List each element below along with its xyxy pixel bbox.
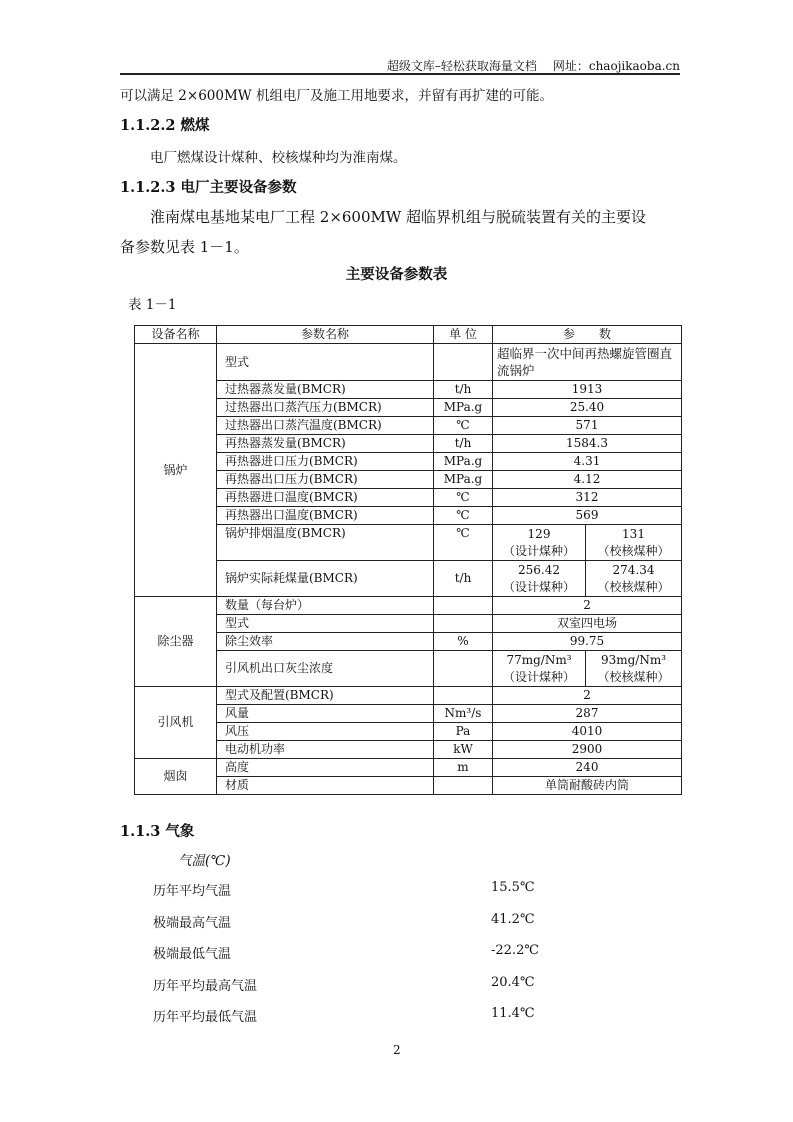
param-name: 电动机功率 xyxy=(217,741,434,759)
section-heading: 1.1.2.3 电厂主要设备参数 xyxy=(120,179,297,196)
weather-item-value: 20.4℃ xyxy=(491,974,535,990)
param-value: 单筒耐酸砖内筒 xyxy=(493,777,682,795)
table-row xyxy=(135,633,682,651)
table-row xyxy=(135,777,682,795)
table-title: 主要设备参数表 xyxy=(345,266,448,283)
param-value: 569 xyxy=(493,507,682,525)
check-coal-value xyxy=(586,561,682,597)
param-name: 再热器出口温度(BMCR) xyxy=(217,507,434,525)
param-unit: ℃ xyxy=(434,489,493,507)
paragraph: 备参数见表 1－1。 xyxy=(120,238,249,256)
param-name: 再热器进口压力(BMCR) xyxy=(217,453,434,471)
page-header xyxy=(371,57,680,74)
weather-item-label: 极端最高气温 xyxy=(153,915,232,931)
table-row xyxy=(135,651,682,687)
equipment-name: 烟囱 xyxy=(135,759,217,795)
check-coal-value xyxy=(586,651,682,687)
param-unit: m xyxy=(434,759,493,777)
equipment-name: 除尘器 xyxy=(135,597,217,687)
equipment-name: 锅炉 xyxy=(135,344,217,597)
param-value: 双室四电场 xyxy=(493,615,682,633)
weather-item-value: 41.2℃ xyxy=(491,911,535,927)
param-unit: MPa.g xyxy=(434,453,493,471)
table-row xyxy=(135,597,682,615)
param-value: 1913 xyxy=(493,381,682,399)
param-unit: t/h xyxy=(434,381,493,399)
design-label: （设计煤种） xyxy=(502,543,575,558)
weather-item-label: 极端最低气温 xyxy=(153,947,232,962)
table-row xyxy=(135,525,682,561)
param-unit: t/h xyxy=(434,561,493,597)
column-header: 参数名称 xyxy=(217,326,434,344)
param-value: 2900 xyxy=(493,741,682,759)
param-unit: ℃ xyxy=(434,417,493,435)
check-value: 93mg/Nm³ xyxy=(600,652,667,667)
param-unit: MPa.g xyxy=(434,399,493,417)
param-name: 锅炉实际耗煤量(BMCR) xyxy=(217,561,434,597)
param-name: 引风机出口灰尘浓度 xyxy=(217,651,434,687)
param-name: 材质 xyxy=(217,777,434,795)
column-header: 单 位 xyxy=(434,326,493,344)
param-name: 再热器进口温度(BMCR) xyxy=(217,489,434,507)
table-row xyxy=(135,381,682,399)
table-row xyxy=(135,615,682,633)
table-row xyxy=(135,471,682,489)
param-value: 312 xyxy=(493,489,682,507)
param-value: 240 xyxy=(493,759,682,777)
table-row xyxy=(135,399,682,417)
weather-item-value: -22.2℃ xyxy=(491,943,539,958)
param-unit xyxy=(434,687,493,705)
design-coal-value xyxy=(493,651,586,687)
param-unit: ℃ xyxy=(434,507,493,525)
param-value: 4.31 xyxy=(493,453,682,471)
param-value: 287 xyxy=(493,705,682,723)
table-header-row xyxy=(135,326,682,344)
param-name: 数量（每台炉） xyxy=(217,597,434,615)
design-label: （设计煤种） xyxy=(502,579,575,594)
table-label: 表 1－1 xyxy=(128,297,177,313)
weather-item-label: 历年平均最低气温 xyxy=(153,1010,258,1025)
table-row xyxy=(135,759,682,777)
check-label: （校核煤种） xyxy=(597,579,670,594)
design-label: （设计煤种） xyxy=(502,669,575,684)
param-name: 风量 xyxy=(217,705,434,723)
param-value: 2 xyxy=(493,687,682,705)
weather-subtitle: 气温(℃) xyxy=(178,853,231,869)
weather-item-label: 历年平均气温 xyxy=(153,884,232,899)
table-row xyxy=(135,453,682,471)
design-coal-value xyxy=(493,561,586,597)
param-unit xyxy=(434,651,493,687)
design-value: 256.42 xyxy=(518,562,560,577)
design-coal-value xyxy=(493,525,586,561)
param-value: 99.75 xyxy=(493,633,682,651)
param-unit: MPa.g xyxy=(434,471,493,489)
design-value: 77mg/Nm³ xyxy=(506,652,572,667)
param-unit: kW xyxy=(434,741,493,759)
table-row xyxy=(135,741,682,759)
check-value: 131 xyxy=(622,526,645,541)
weather-item-value: 11.4℃ xyxy=(491,1006,535,1021)
param-name: 型式 xyxy=(217,344,434,381)
param-value: 4.12 xyxy=(493,471,682,489)
param-name: 除尘效率 xyxy=(217,633,434,651)
param-name: 型式 xyxy=(217,615,434,633)
param-value: 571 xyxy=(493,417,682,435)
param-value: 25.40 xyxy=(493,399,682,417)
table-row xyxy=(135,435,682,453)
weather-item-value: 15.5℃ xyxy=(491,880,535,895)
param-unit xyxy=(434,597,493,615)
equipment-name: 引风机 xyxy=(135,687,217,759)
param-value: 1584.3 xyxy=(493,435,682,453)
header-rule xyxy=(120,73,680,75)
param-unit: Nm³/s xyxy=(434,705,493,723)
param-unit: ℃ xyxy=(434,525,493,561)
section-heading: 1.1.3 气象 xyxy=(120,823,195,840)
weather-item-label: 历年平均最高气温 xyxy=(153,978,258,994)
table-row xyxy=(135,561,682,597)
equipment-parameter-table xyxy=(134,325,682,795)
param-name: 再热器蒸发量(BMCR) xyxy=(217,435,434,453)
param-unit xyxy=(434,344,493,381)
check-label: （校核煤种） xyxy=(597,543,670,558)
check-coal-value xyxy=(586,525,682,561)
paragraph: 淮南煤电基地某电厂工程 2×600MW 超临界机组与脱硫装置有关的主要设 xyxy=(150,208,647,226)
table-row xyxy=(135,723,682,741)
param-name: 过热器出口蒸汽温度(BMCR) xyxy=(217,417,434,435)
param-unit: t/h xyxy=(434,435,493,453)
header-url: 网址：chaojikaoba.cn xyxy=(552,59,680,73)
table-row xyxy=(135,705,682,723)
section-heading: 1.1.2.2 燃煤 xyxy=(120,117,210,134)
param-name: 高度 xyxy=(217,759,434,777)
param-name: 风压 xyxy=(217,723,434,741)
param-unit: % xyxy=(434,633,493,651)
param-name: 锅炉排烟温度(BMCR) xyxy=(217,525,434,561)
param-value: 4010 xyxy=(493,723,682,741)
table-row xyxy=(135,507,682,525)
table-row xyxy=(135,417,682,435)
header-site: 超级文库–轻松获取海量文档 xyxy=(386,59,537,73)
param-name: 再热器出口压力(BMCR) xyxy=(217,471,434,489)
column-header: 设备名称 xyxy=(135,326,217,344)
check-value: 274.34 xyxy=(612,562,655,577)
param-value: 超临界一次中间再热螺旋管圈直流锅炉 xyxy=(493,344,682,381)
paragraph: 可以满足 2×600MW 机组电厂及施工用地要求，并留有再扩建的可能。 xyxy=(120,88,553,104)
table-row xyxy=(135,344,682,381)
page-number: 2 xyxy=(393,1043,401,1057)
param-value: 2 xyxy=(493,597,682,615)
param-unit xyxy=(434,615,493,633)
param-name: 过热器蒸发量(BMCR) xyxy=(217,381,434,399)
param-name: 过热器出口蒸汽压力(BMCR) xyxy=(217,399,434,417)
table-row xyxy=(135,687,682,705)
paragraph: 电厂燃煤设计煤种、校核煤种均为淮南煤。 xyxy=(150,150,407,166)
column-header: 参 数 xyxy=(493,326,682,344)
param-name: 型式及配置(BMCR) xyxy=(217,687,434,705)
design-value: 129 xyxy=(527,526,551,541)
table-row xyxy=(135,489,682,507)
param-unit xyxy=(434,777,493,795)
check-label: （校核煤种） xyxy=(597,669,670,684)
param-unit: Pa xyxy=(434,723,493,741)
